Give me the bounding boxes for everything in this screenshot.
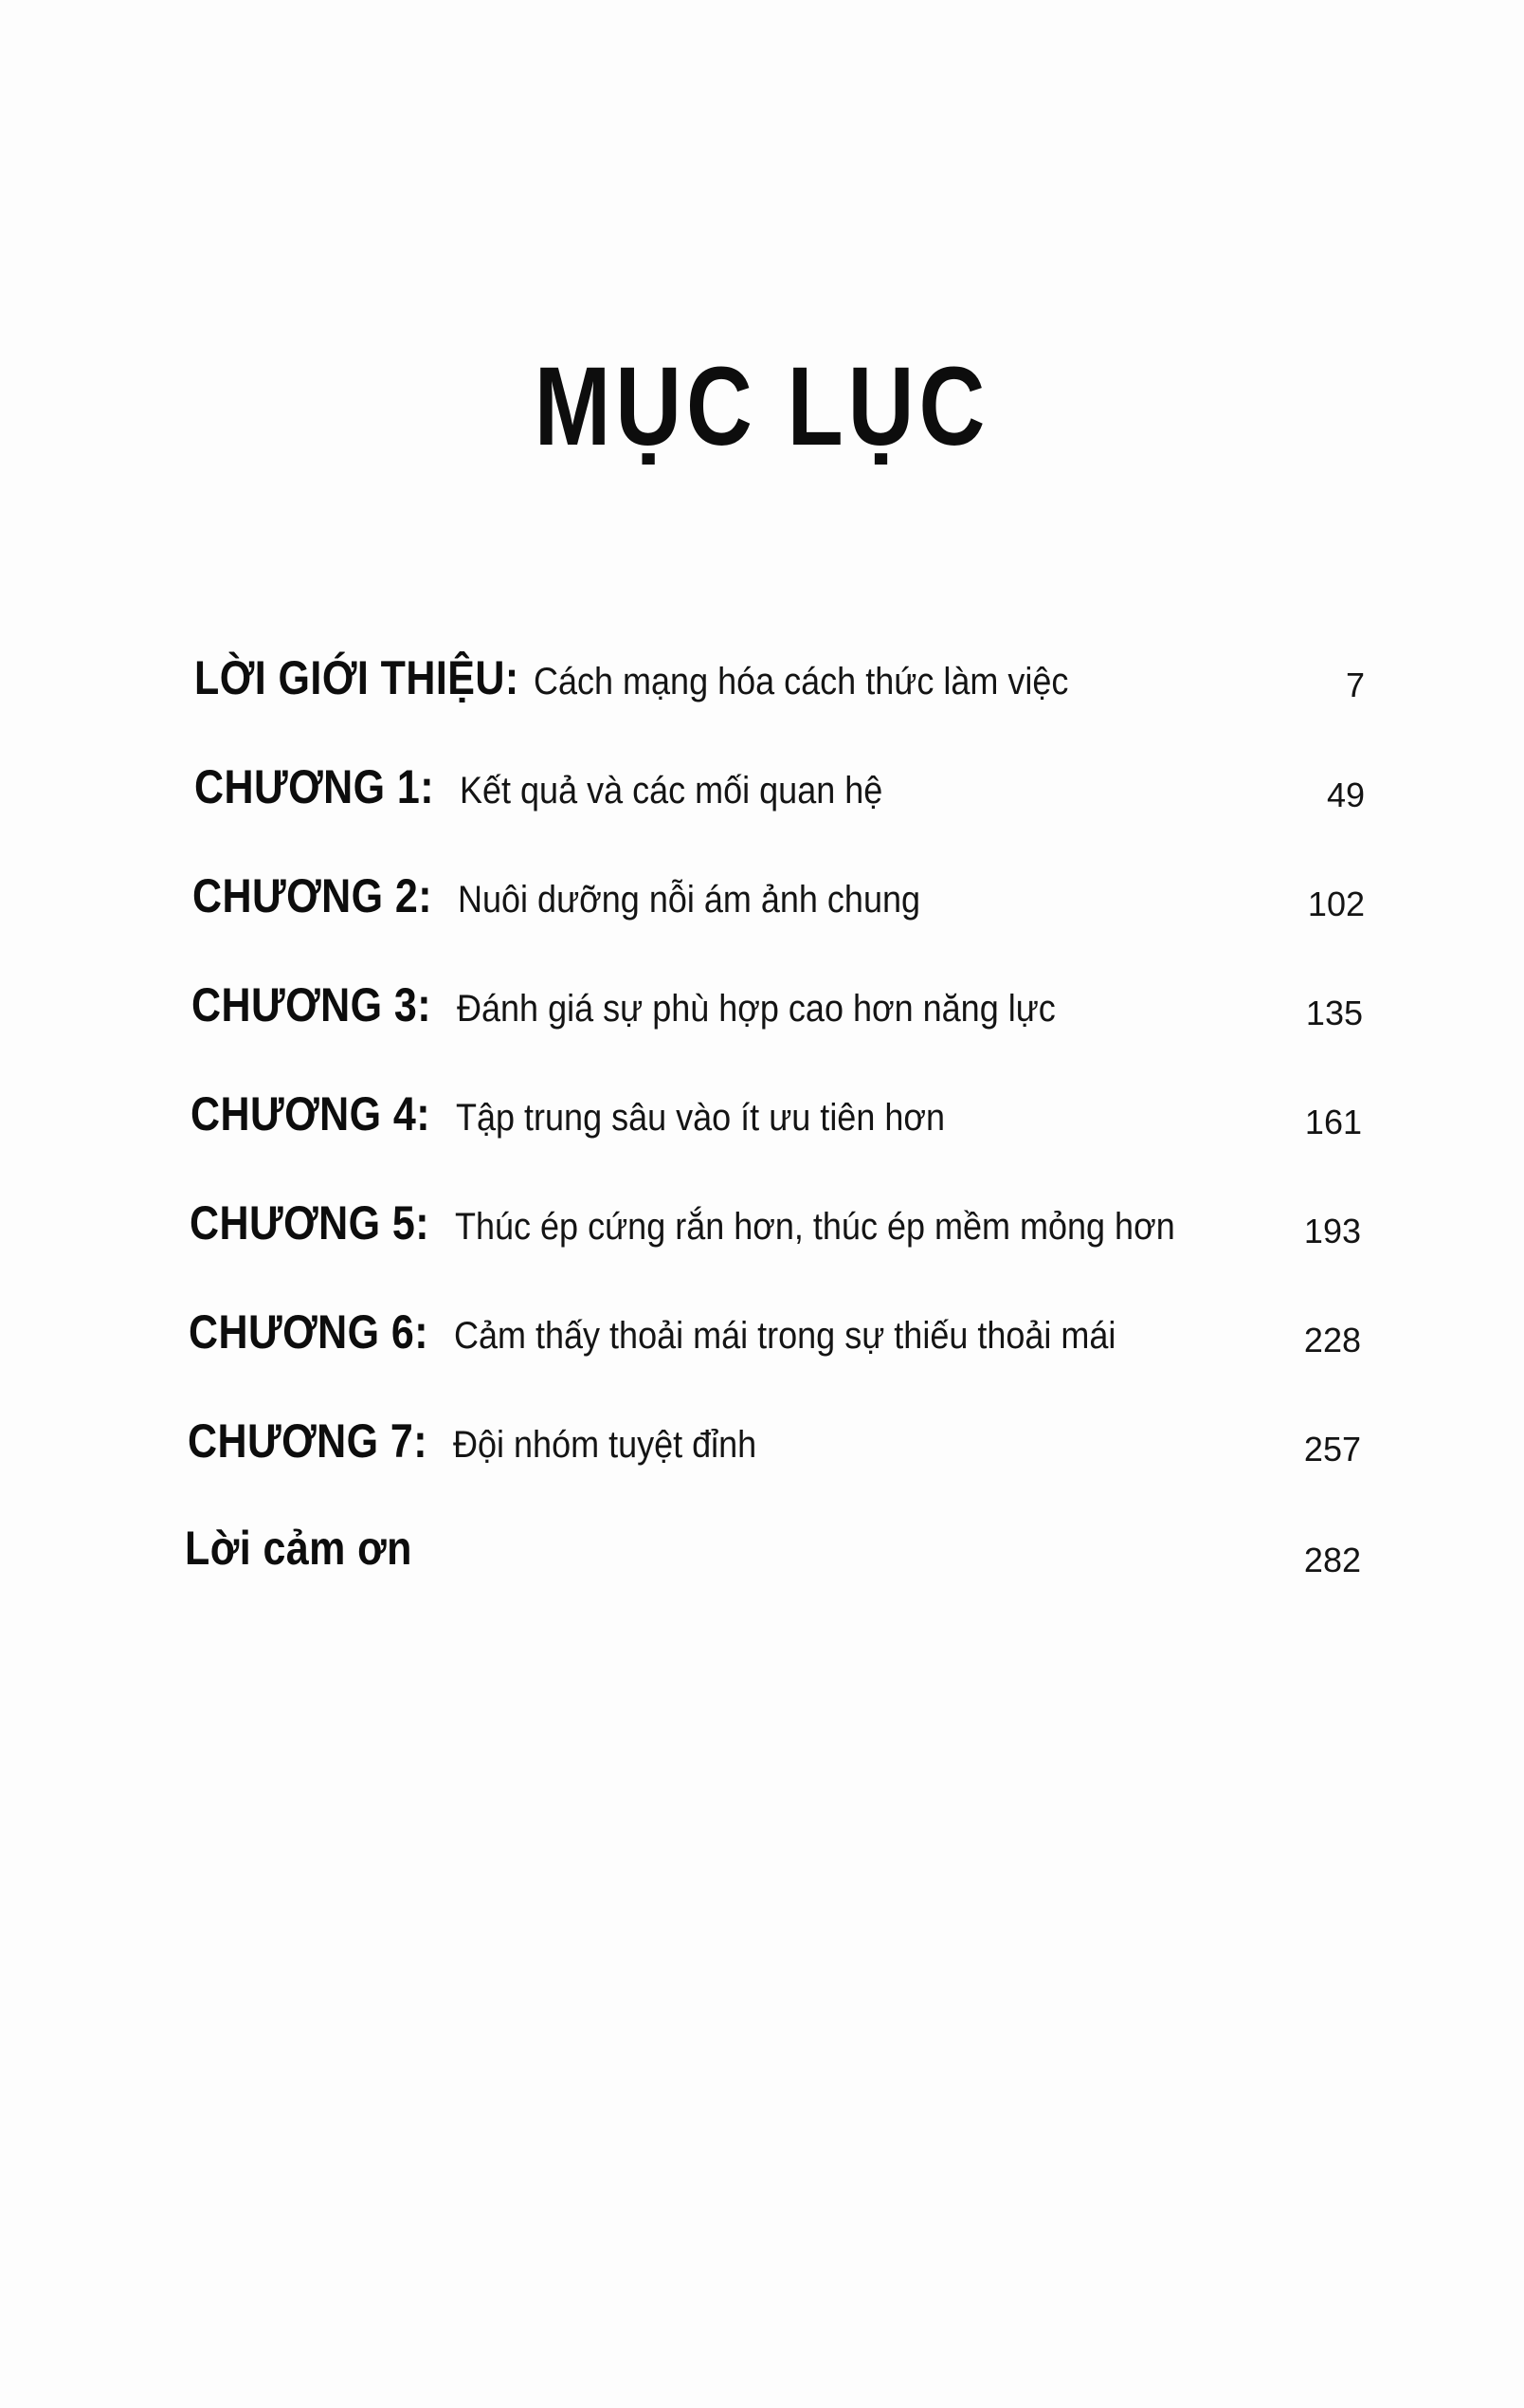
toc-entry-title: Tập trung sâu vào ít ưu tiên hơn (456, 1097, 946, 1139)
toc-entry (194, 754, 930, 820)
toc-entry-label: CHƯƠNG 1: (194, 760, 435, 813)
toc-entry-title: Cách mạng hóa cách thức làm việc (534, 661, 1069, 702)
toc-entry-page-number: 193 (1303, 1212, 1361, 1250)
toc-entry-title: Kết quả và các mối quan hệ (460, 770, 883, 812)
page-title: MỤC LỤC (534, 344, 990, 469)
toc-entry-title: Nuôi dưỡng nỗi ám ảnh chung (458, 879, 921, 921)
toc-entry-label: CHƯƠNG 2: (192, 869, 433, 922)
toc-entry-title: Đội nhóm tuyệt đỉnh (453, 1424, 757, 1466)
toc-entry-page-number: 7 (1345, 666, 1365, 704)
toc-entry-label: CHƯƠNG 4: (190, 1087, 431, 1140)
toc-entry (189, 1299, 1189, 1365)
toc-entry (190, 1081, 1000, 1147)
toc-entry-label: CHƯƠNG 3: (191, 978, 432, 1031)
toc-entry-page-number: 102 (1307, 885, 1365, 923)
toc-entry-page-number: 49 (1326, 775, 1365, 814)
toc-entry-label: LỜI GIỚI THIỆU: (194, 651, 519, 704)
toc-entry-label: CHƯƠNG 7: (188, 1414, 428, 1468)
toc-entry-page-number: 161 (1304, 1103, 1362, 1141)
toc-entry-label: Lời cảm ơn (185, 1522, 412, 1575)
toc-entry-label: CHƯƠNG 5: (190, 1196, 430, 1250)
toc-entry-page-number: 282 (1303, 1541, 1361, 1579)
toc-entry (190, 1190, 1255, 1256)
toc-entry (185, 1515, 449, 1581)
toc-entry-page-number: 257 (1303, 1430, 1361, 1469)
toc-entry (188, 1408, 790, 1474)
toc-entry-page-number: 135 (1305, 994, 1363, 1032)
toc-entry (191, 972, 1122, 1038)
toc-entry (192, 863, 971, 929)
toc-entry-title: Cảm thấy thoải mái trong sự thiếu thoải mái (454, 1315, 1116, 1357)
toc-entry-title: Đánh giá sự phù hợp cao hơn năng lực (457, 988, 1057, 1030)
toc-entry-label: CHƯƠNG 6: (189, 1305, 429, 1359)
toc-entry-title: Thúc ép cứng rắn hơn, thúc ép mềm mỏng hơn (455, 1206, 1175, 1248)
toc-entry (194, 645, 1128, 711)
toc-entry-page-number: 228 (1303, 1321, 1361, 1359)
